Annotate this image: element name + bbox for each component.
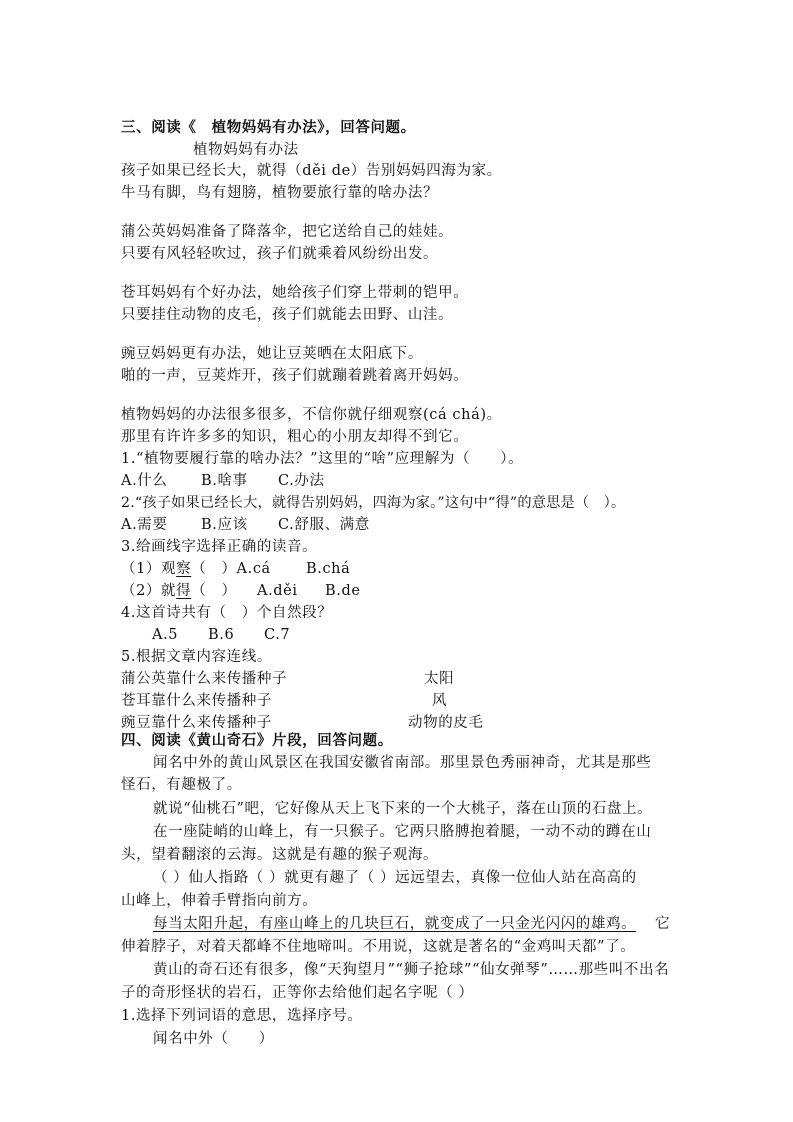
passage-line: 子的奇形怪状的岩石，正等你去给他们起名字呢（ ）	[121, 985, 474, 1001]
poem-line: 植物妈妈的办法很多很多，不信你就仔细观察(cá chá)。	[121, 407, 502, 423]
q1-option-c: C.办法	[278, 473, 325, 489]
poem-line: 只要挂住动物的皮毛，孩子们就能去田野、山洼。	[121, 307, 454, 323]
section4-q1-item: 闻名中外（ ）	[153, 1031, 274, 1047]
passage-line: 就说“仙桃石”吧，它好像从天上飞下来的一个大桃子，落在山顶的石盘上。	[153, 801, 653, 817]
question-4: 4.这首诗共有（ ）个自然段？	[121, 605, 333, 621]
poem-line: 苍耳妈妈有个好办法，她给孩子们穿上带刺的铠甲。	[121, 285, 469, 301]
q4-option-b: B.6	[208, 627, 235, 643]
q3-item2-suffix: （ ）	[191, 583, 237, 599]
q1-option-b: B.啥事	[201, 473, 248, 489]
match-right-1: 太阳	[424, 671, 455, 687]
poem-line: 豌豆妈妈更有办法，她让豆荚晒在太阳底下。	[121, 346, 423, 362]
section4-heading: 四、阅读《黄山奇石》片段，回答问题。	[121, 732, 393, 749]
q4-option-a: A.5	[152, 627, 179, 643]
section3-heading: 三、阅读《 植物妈妈有办法》，回答问题。	[121, 119, 416, 136]
passage-line: 黄山的奇石还有很多，像“天狗望月”“狮子抢球”“仙女弹琴”……那些叫不出名	[153, 962, 670, 978]
passage-line: 怪石，有趣极了。	[121, 777, 242, 793]
passage-line: （ ）仙人指路（ ）就更有趣了（ ）远远望去，真像一位仙人站在高高的	[153, 870, 637, 886]
q2-option-a: A.需要	[121, 517, 168, 533]
passage-line: 伸着脖子，对着天都峰不住地啼叫。不用说，这就是著名的“金鸡叫天都”了。	[121, 939, 636, 955]
q2-option-c: C.舒服、满意	[278, 517, 370, 533]
poem-line: 啪的一声，豆荚炸开，孩子们就蹦着跳着离开妈妈。	[121, 368, 469, 384]
q3-item1-suffix: （ ）A.cá	[191, 561, 271, 577]
question-2: 2.“孩子如果已经长大，就得告别妈妈，四海为家。”这句中“得”的意思是（ ）。	[121, 495, 626, 511]
poem-title: 植物妈妈有办法	[193, 142, 299, 158]
q3-item1-prefix: （1）观	[121, 561, 177, 577]
q1-option-a: A.什么	[121, 473, 168, 489]
q3-item2-prefix: （2）就	[121, 583, 177, 599]
poem-line: 蒲公英妈妈准备了降落伞，把它送给自己的娃娃。	[121, 224, 454, 240]
poem-line: 牛马有脚，鸟有翅膀，植物要旅行靠的啥办法？	[121, 185, 439, 201]
poem-line: 只要有风轻轻吹过，孩子们就乘着风纷纷出发。	[121, 246, 439, 262]
match-left-1: 蒲公英靠什么来传播种子	[121, 671, 288, 687]
q2-option-b: B.应该	[201, 517, 248, 533]
q3-item2-option-b: B.de	[325, 583, 361, 599]
section4-question-1: 1.选择下列词语的意思，选择序号。	[121, 1008, 363, 1024]
q3-item2-option-a: A.děi	[257, 583, 298, 599]
passage-line: 在一座陡峭的山峰上，有一只猴子。它两只胳膊抱着腿，一动不动的蹲在山	[153, 824, 652, 840]
passage-line: 闻名中外的黄山风景区在我国安徽省南部。那里景色秀丽神奇，尤其是那些	[153, 755, 652, 771]
passage-line: 山峰上，伸着手臂指向前方。	[121, 893, 318, 909]
poem-line: 那里有许许多多的知识，粗心的小朋友却得不到它。	[121, 429, 469, 445]
q3-item-2	[121, 581, 237, 601]
q3-item1-option-b: B.chá	[306, 561, 351, 577]
q3-item2-marked-char: 得	[176, 583, 192, 599]
passage-underlined-sentence: 每当太阳升起，有座山峰上的几块巨石，就变成了一只金光闪闪的雄鸡。	[153, 916, 637, 932]
question-3: 3.给画线字选择正确的读音。	[121, 539, 318, 555]
poem-line: 孩子如果已经长大，就得（děi de）告别妈妈四海为家。	[121, 163, 502, 179]
match-right-2: 风	[432, 693, 448, 709]
match-left-2: 苍耳靠什么来传播种子	[121, 693, 272, 709]
question-5: 5.根据文章内容连线。	[121, 649, 272, 665]
q3-item1-marked-char: 察	[176, 561, 192, 577]
match-right-3: 动物的皮毛	[408, 715, 484, 731]
match-left-3: 豌豆靠什么来传播种子	[121, 715, 272, 731]
q3-item-1	[121, 559, 271, 579]
passage-line-end: 它	[655, 916, 671, 932]
passage-line: 头，望着翻滚的云海。这就是有趣的猴子观海。	[121, 847, 439, 863]
question-1: 1.“植物要履行靠的啥办法？”这里的“啥”应理解为（ ）。	[121, 451, 524, 467]
q4-option-c: C.7	[264, 627, 291, 643]
